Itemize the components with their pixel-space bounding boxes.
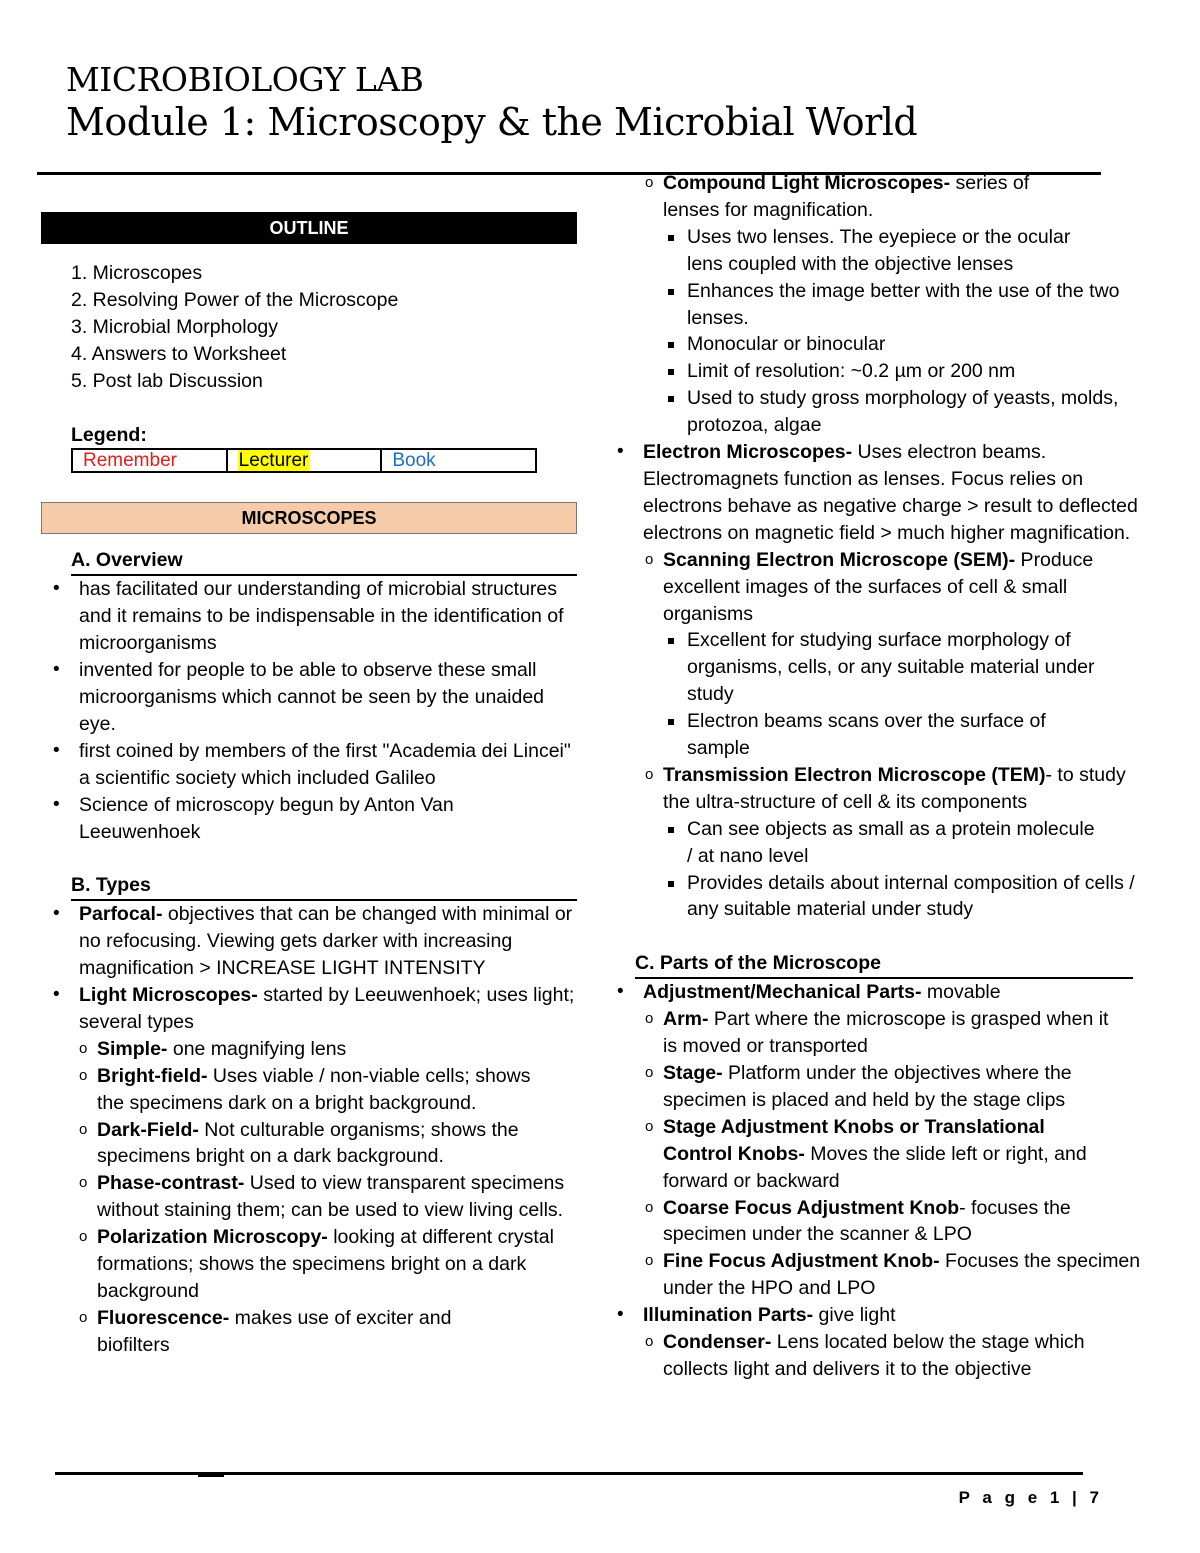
module-title: Module 1: Microscopy & the Microbial World (66, 100, 918, 144)
sem-item: Electron beams scans over the surface of sample (605, 708, 1141, 762)
type-parfocal: • Parfocal- objectives that can be changed with minimal or no refocusing. Viewing gets darker with increasing magnification > INCREASE LIGHT INTENSITY (41, 901, 577, 982)
types-heading: B. Types (71, 872, 577, 901)
sem-item: Excellent for studying surface morphology of organisms, cells, or any suitable material under study (605, 627, 1141, 708)
legend-lecturer: Lecturer (238, 450, 309, 472)
type-compound-light: o Compound Light Microscopes- series of lenses for magnification. (645, 172, 1030, 221)
left-column (41, 212, 577, 1359)
overview-bullet: • has facilitated our understanding of microbial structures and it remains to be indispensable in the identification of microorganisms (41, 576, 577, 657)
type-light: • Light Microscopes- started by Leeuwenhoek; uses light; several types (41, 982, 577, 1036)
overview-bullet: • Science of microscopy begun by Anton Van Leeuwenhoek (41, 792, 577, 846)
type-bright-field: o Bright-field- Uses viable / non-viable cells; shows the specimens dark on a bright background. (79, 1064, 531, 1114)
parts-adjustment: • Adjustment/Mechanical Parts- movable (605, 979, 1141, 1006)
outline-item: 5. Post lab Discussion (71, 369, 263, 392)
overview-bullet: • invented for people to be able to observe these small microorganisms which cannot be seen by the unaided eye. (41, 657, 577, 738)
overview-bullet: • first coined by members of the first "Academia dei Lincei" a scientific society which included Galileo (41, 738, 577, 792)
footer-divider-accent (198, 1472, 224, 1477)
microscopes-heading: MICROSCOPES (41, 502, 577, 534)
page-number: P a g e 1 | 7 (958, 1488, 1103, 1507)
type-tem: o Transmission Electron Microscope (TEM)- to study the ultra-structure of cell & its components (645, 763, 1126, 813)
outline-item: 3. Microbial Morphology (71, 315, 279, 338)
outline-item: 4. Answers to Worksheet (71, 342, 287, 365)
legend-label: Legend: (71, 423, 147, 446)
outline-item: 1. Microscopes (71, 262, 203, 284)
tem-item: Provides details about internal composition of cells / any suitable material under study (605, 870, 1141, 924)
parts-illumination: • Illumination Parts- give light (605, 1302, 1141, 1329)
part-stage-knobs: o Stage Adjustment Knobs or Translational Control Knobs- Moves the slide left or right, and forward or backward (645, 1115, 1087, 1192)
compound-item: Uses two lenses. The eyepiece or the ocular lens coupled with the objective lenses (605, 224, 1141, 278)
outline-list (41, 260, 577, 395)
outline-item: 2. Resolving Power of the Microscope (71, 288, 399, 311)
type-electron: • Electron Microscopes- Uses electron beams. Electromagnets function as lenses. Focus relies on electrons behave as negative charge > result to deflected electrons on magnetic field > much higher magnification. (605, 439, 1141, 547)
outline-heading: OUTLINE (41, 212, 577, 244)
parts-heading: C. Parts of the Microscope (635, 950, 1133, 979)
legend-remember: Remember (73, 450, 228, 471)
type-phase-contrast: o Phase-contrast- Used to view transparent specimens without staining them; can be used to view living cells. (79, 1172, 565, 1222)
compound-item: Used to study gross morphology of yeasts, molds, protozoa, algae (605, 385, 1141, 439)
legend-lecturer-cell (228, 450, 383, 471)
part-fine-focus: o Fine Focus Adjustment Knob- Focuses the specimen under the HPO and LPO (645, 1250, 1141, 1300)
part-condenser: o Condenser- Lens located below the stage which collects light and delivers it to the objective (645, 1331, 1085, 1380)
type-dark-field: o Dark-Field- Not culturable organisms; shows the specimens bright on a dark background. (79, 1118, 519, 1168)
part-coarse-focus: o Coarse Focus Adjustment Knob- focuses the specimen under the scanner & LPO (645, 1196, 1071, 1246)
type-simple: o Simple- one magnifying lens (79, 1037, 347, 1060)
legend-book: Book (392, 450, 436, 472)
part-arm: o Arm- Part where the microscope is grasped when it is moved or transported (645, 1008, 1109, 1058)
type-polarization: o Polarization Microscopy- looking at different crystal formations; shows the specimens bright on a dark background (79, 1226, 554, 1302)
tem-item: Can see objects as small as a protein molecule / at nano level (605, 816, 1141, 870)
right-column (605, 170, 1141, 1383)
part-stage: o Stage- Platform under the objectives where the specimen is placed and held by the stage clips (645, 1062, 1072, 1111)
legend-box (71, 448, 537, 473)
compound-item: Limit of resolution: ~0.2 µm or 200 nm (605, 358, 1141, 385)
overview-heading: A. Overview (71, 547, 577, 576)
compound-item: Monocular or binocular (605, 331, 1141, 358)
type-fluorescence: o Fluorescence- makes use of exciter and biofilters (79, 1306, 452, 1356)
course-title: MICROBIOLOGY LAB (66, 60, 424, 99)
type-sem: o Scanning Electron Microscope (SEM)- Produce excellent images of the surfaces of cell & small organisms (645, 548, 1094, 625)
compound-item: Enhances the image better with the use of the two lenses. (605, 278, 1141, 332)
